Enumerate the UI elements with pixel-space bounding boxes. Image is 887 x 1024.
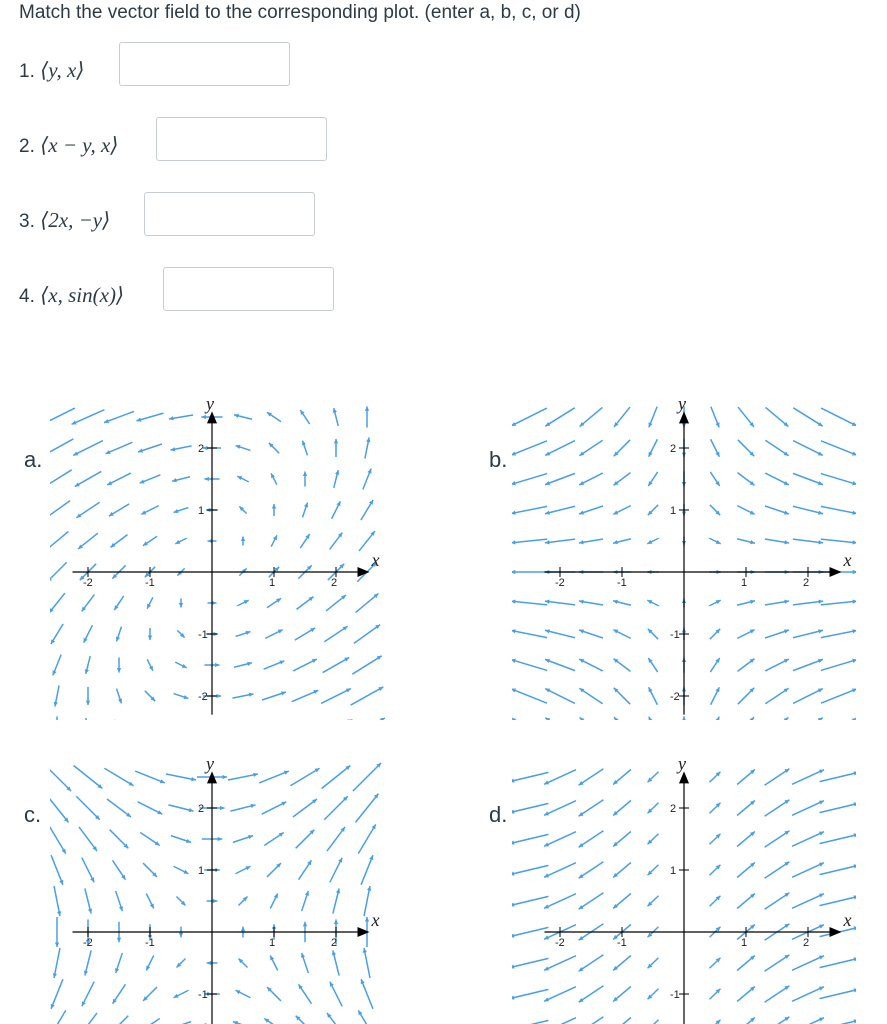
vector-field-arrows xyxy=(50,763,381,1024)
field-arrow xyxy=(648,1020,659,1024)
x-tick-label: -2 xyxy=(555,937,565,949)
field-arrow xyxy=(512,927,548,936)
field-arrowhead xyxy=(207,539,212,543)
field-arrow xyxy=(50,1010,66,1024)
field-arrowhead xyxy=(784,511,789,515)
answer-input-4[interactable] xyxy=(163,267,334,311)
field-arrow xyxy=(259,771,289,783)
x-axis-label: x xyxy=(843,550,852,570)
question-4-number: 4. xyxy=(19,286,35,307)
field-arrow xyxy=(352,656,381,674)
field-arrow xyxy=(544,801,576,816)
field-arrow xyxy=(544,832,576,847)
field-arrow xyxy=(512,689,547,703)
field-arrow xyxy=(821,718,856,720)
field-arrow xyxy=(793,659,823,670)
axes xyxy=(545,760,852,1024)
field-arrow xyxy=(356,794,379,823)
field-arrow xyxy=(820,803,856,812)
field-arrowhead xyxy=(304,503,308,508)
field-arrowhead xyxy=(749,717,754,720)
x-tick-label: -1 xyxy=(145,577,155,589)
x-axis-arrowhead xyxy=(830,567,842,577)
field-arrowhead xyxy=(186,839,191,843)
field-arrow xyxy=(135,771,165,783)
field-arrowhead xyxy=(116,636,120,641)
field-arrowhead xyxy=(301,953,305,958)
field-arrowhead xyxy=(119,906,123,911)
field-arrow xyxy=(104,411,134,422)
y-tick-label: 1 xyxy=(670,865,677,877)
field-arrow xyxy=(820,958,856,967)
y-tick-label: 1 xyxy=(198,865,205,877)
field-arrow xyxy=(512,803,548,812)
field-arrow xyxy=(512,958,548,967)
field-arrow xyxy=(54,948,60,978)
field-arrowhead xyxy=(248,835,253,839)
plot-a-label: a. xyxy=(24,447,43,472)
field-arrow xyxy=(361,855,373,885)
field-arrow xyxy=(50,562,67,581)
y-tick-label: -2 xyxy=(198,691,208,703)
field-arrow xyxy=(50,763,71,791)
field-arrow xyxy=(793,506,823,514)
field-arrow xyxy=(74,766,103,789)
field-arrow xyxy=(228,774,258,780)
field-arrow xyxy=(821,660,856,671)
field-arrowhead xyxy=(179,933,183,938)
axes xyxy=(73,760,380,1024)
field-arrow xyxy=(793,539,823,543)
field-arrow xyxy=(545,441,575,456)
field-arrow xyxy=(512,474,547,485)
answer-input-1[interactable] xyxy=(119,42,290,86)
y-tick-label: 2 xyxy=(670,803,677,815)
question-2-number: 2. xyxy=(19,136,35,157)
field-arrow xyxy=(75,471,101,486)
field-arrow xyxy=(821,408,856,426)
field-arrowhead xyxy=(212,601,217,605)
y-tick-label: 2 xyxy=(670,443,677,455)
field-arrow xyxy=(166,774,196,780)
field-arrowhead xyxy=(365,406,369,411)
field-arrow xyxy=(50,439,73,457)
field-arrowhead xyxy=(302,441,306,446)
axes xyxy=(545,398,852,715)
field-arrow xyxy=(820,1020,856,1024)
field-arrowhead xyxy=(174,509,179,513)
field-arrow xyxy=(512,601,547,605)
question-1-field: ⟨y, x⟩ xyxy=(40,58,85,82)
question-3 xyxy=(19,208,110,233)
plot-b-label: b. xyxy=(489,447,508,472)
question-3-number: 3. xyxy=(19,211,35,232)
field-arrow xyxy=(104,768,133,786)
field-arrow xyxy=(821,474,856,485)
field-arrow xyxy=(544,894,576,909)
question-4 xyxy=(19,283,124,308)
y-tick-label: -1 xyxy=(198,629,208,641)
question-1 xyxy=(19,58,84,83)
field-arrow xyxy=(512,539,547,543)
x-tick-label: -2 xyxy=(83,577,93,589)
field-arrowhead xyxy=(201,415,206,419)
field-arrow xyxy=(353,763,381,791)
field-arrowhead xyxy=(512,540,516,544)
field-arrow xyxy=(86,718,90,720)
field-arrow xyxy=(544,770,576,785)
field-arrow xyxy=(545,408,574,426)
field-arrow xyxy=(354,625,380,644)
field-arrowhead xyxy=(218,837,223,841)
instruction-text: Match the vector field to the corresponding plot. (enter a, b, c, or d) xyxy=(19,2,581,23)
field-arrowhead xyxy=(272,504,276,509)
field-arrowhead xyxy=(715,717,719,720)
y-tick-label: 1 xyxy=(670,505,677,517)
x-tick-label: 2 xyxy=(803,577,810,589)
field-arrow xyxy=(793,473,823,484)
field-arrow xyxy=(821,630,856,637)
plot-a xyxy=(50,398,390,720)
field-arrow xyxy=(73,441,103,456)
y-tick-label: -2 xyxy=(670,691,680,703)
field-arrow xyxy=(358,824,376,853)
field-arrow xyxy=(327,827,345,851)
field-arrow xyxy=(324,796,347,819)
field-arrow xyxy=(820,865,856,874)
field-arrow xyxy=(544,956,576,971)
y-axis-label: y xyxy=(206,398,214,414)
plot-d-label: d. xyxy=(489,802,508,827)
y-tick-label: 2 xyxy=(198,803,205,815)
field-arrowhead xyxy=(223,775,228,779)
field-arrowhead xyxy=(614,717,619,720)
field-arrowhead xyxy=(512,570,515,574)
field-arrowhead xyxy=(648,717,652,720)
x-tick-label: -1 xyxy=(145,937,155,949)
field-arrow xyxy=(820,834,856,843)
field-arrow xyxy=(79,1013,97,1024)
field-arrow xyxy=(545,659,575,670)
x-tick-label: 2 xyxy=(331,577,338,589)
field-arrowhead xyxy=(512,599,516,603)
y-tick-label: -1 xyxy=(670,989,680,1001)
plot-c-label: c. xyxy=(24,802,42,827)
field-arrow xyxy=(545,689,575,704)
field-arrow xyxy=(79,827,97,851)
plot-d xyxy=(512,760,856,1024)
field-arrow xyxy=(364,886,370,916)
field-arrow xyxy=(51,979,63,1009)
field-arrowhead xyxy=(281,691,286,695)
field-arrowhead xyxy=(241,536,245,541)
field-arrow xyxy=(820,772,856,781)
field-arrow xyxy=(545,630,575,638)
field-arrow xyxy=(821,506,856,513)
field-arrowhead xyxy=(236,445,241,449)
field-arrow xyxy=(512,989,548,998)
field-arrowhead xyxy=(55,943,59,948)
x-tick-label: -1 xyxy=(617,937,627,949)
field-arrow xyxy=(351,687,384,705)
field-arrow xyxy=(54,886,60,916)
field-arrowhead xyxy=(852,599,856,603)
field-arrowhead xyxy=(852,629,856,633)
field-arrowhead xyxy=(512,511,516,515)
field-arrow xyxy=(544,987,576,1002)
field-arrow xyxy=(820,896,856,905)
x-tick-label: 2 xyxy=(331,937,338,949)
field-arrow xyxy=(512,1020,548,1024)
field-arrow xyxy=(50,531,68,550)
field-arrow xyxy=(792,863,824,878)
x-axis-label: x xyxy=(371,550,380,570)
field-arrow xyxy=(821,601,856,605)
field-arrow xyxy=(544,863,576,878)
field-arrow xyxy=(50,408,75,426)
field-arrowhead xyxy=(852,511,856,515)
plot-c xyxy=(50,760,390,1024)
field-arrowhead xyxy=(213,899,218,903)
field-arrow xyxy=(821,689,856,703)
field-arrowhead xyxy=(179,603,183,608)
field-arrow xyxy=(110,1016,129,1024)
field-arrowhead xyxy=(852,540,856,544)
field-arrowhead xyxy=(580,717,585,720)
x-axis-label: x xyxy=(371,910,380,930)
x-tick-label: -2 xyxy=(555,577,565,589)
field-arrow xyxy=(792,801,824,816)
field-arrowhead xyxy=(305,891,309,896)
x-axis-label: x xyxy=(843,910,852,930)
field-arrowhead xyxy=(215,663,220,667)
field-arrowhead xyxy=(117,938,121,943)
field-arrow xyxy=(793,689,823,704)
field-arrowhead xyxy=(117,668,121,673)
field-arrowhead xyxy=(784,629,789,633)
field-arrow xyxy=(512,441,547,455)
field-arrow xyxy=(76,796,99,819)
y-axis-label: y xyxy=(678,398,686,414)
x-tick-label: 1 xyxy=(269,577,276,589)
field-arrow xyxy=(72,410,105,425)
x-tick-label: 2 xyxy=(803,937,810,949)
answer-input-2[interactable] xyxy=(156,117,327,161)
field-arrowhead xyxy=(204,477,209,481)
field-arrowhead xyxy=(303,471,307,476)
field-arrow xyxy=(544,1018,576,1024)
field-arrow xyxy=(792,956,824,971)
field-arrowhead xyxy=(241,927,245,932)
field-arrow xyxy=(50,824,66,853)
x-tick-label: 1 xyxy=(269,937,276,949)
field-arrow xyxy=(792,770,824,785)
field-arrowhead xyxy=(217,694,222,698)
answer-input-3[interactable] xyxy=(144,192,315,236)
question-1-number: 1. xyxy=(19,61,35,82)
question-3-field: ⟨2x, −y⟩ xyxy=(40,208,111,232)
field-arrow xyxy=(793,601,823,605)
field-arrow xyxy=(140,1019,159,1024)
field-arrow xyxy=(50,470,72,488)
field-arrow xyxy=(821,539,856,543)
field-arrow xyxy=(793,441,823,456)
x-tick-label: -1 xyxy=(617,577,627,589)
field-arrow xyxy=(545,601,575,605)
field-arrow xyxy=(821,441,856,455)
field-arrow xyxy=(361,979,373,1009)
field-arrow xyxy=(321,689,351,704)
field-arrowhead xyxy=(512,629,516,633)
y-tick-label: -1 xyxy=(198,989,208,1001)
field-arrowhead xyxy=(220,806,225,810)
field-arrowhead xyxy=(207,961,212,965)
y-tick-label: 2 xyxy=(198,443,205,455)
field-arrow xyxy=(293,799,317,817)
field-arrow xyxy=(792,1018,824,1024)
field-arrow xyxy=(290,768,319,786)
field-arrowhead xyxy=(784,717,789,720)
field-arrow xyxy=(512,506,547,513)
field-arrow xyxy=(545,539,575,543)
field-arrowhead xyxy=(334,919,338,924)
field-arrow xyxy=(793,630,823,638)
y-tick-label: 1 xyxy=(198,505,205,517)
field-arrow xyxy=(512,630,547,637)
field-arrow xyxy=(107,799,131,817)
y-tick-label: -1 xyxy=(670,629,680,641)
field-arrow xyxy=(50,794,68,823)
x-tick-label: -2 xyxy=(83,937,93,949)
field-arrow xyxy=(512,660,547,671)
field-arrow xyxy=(613,1018,631,1024)
field-arrowhead xyxy=(115,968,119,973)
field-arrow xyxy=(364,948,370,978)
field-arrow xyxy=(820,989,856,998)
question-4-field: ⟨x, sin(x)⟩ xyxy=(40,283,125,307)
question-2-field: ⟨x − y, x⟩ xyxy=(40,133,119,157)
field-arrowhead xyxy=(579,629,584,633)
field-arrow xyxy=(51,855,63,885)
x-tick-label: 1 xyxy=(741,937,748,949)
field-arrowhead xyxy=(183,695,188,699)
field-arrow xyxy=(793,408,822,426)
field-arrowhead xyxy=(303,922,307,927)
field-arrowhead xyxy=(334,439,338,444)
y-axis-label: y xyxy=(206,760,214,774)
field-arrow xyxy=(512,408,547,426)
x-tick-label: 1 xyxy=(741,577,748,589)
question-2 xyxy=(19,133,118,158)
field-arrowhead xyxy=(682,716,686,720)
field-arrow xyxy=(512,834,548,843)
field-arrowhead xyxy=(138,449,143,453)
field-arrowhead xyxy=(365,917,369,922)
field-arrow xyxy=(792,894,824,909)
field-arrowhead xyxy=(86,701,90,706)
field-arrow xyxy=(349,718,385,720)
field-arrowhead xyxy=(118,698,122,703)
field-arrow xyxy=(792,832,824,847)
plot-b xyxy=(512,398,856,720)
field-arrow xyxy=(323,657,349,672)
field-arrow xyxy=(792,987,824,1002)
field-arrow xyxy=(545,473,575,484)
field-arrow xyxy=(545,506,575,514)
field-arrow xyxy=(512,718,547,720)
field-arrow xyxy=(50,501,70,520)
field-arrow xyxy=(512,865,548,874)
vector-field-arrows xyxy=(50,406,385,720)
field-arrowhead xyxy=(579,511,584,515)
field-arrow xyxy=(512,772,548,781)
field-arrow xyxy=(512,896,548,905)
field-arrow xyxy=(322,766,351,789)
y-axis-label: y xyxy=(678,760,686,774)
field-arrowhead xyxy=(853,570,856,574)
field-arrow xyxy=(579,1017,604,1024)
x-axis-arrowhead xyxy=(830,927,842,937)
field-arrowhead xyxy=(148,636,152,641)
field-arrowhead xyxy=(245,631,250,635)
